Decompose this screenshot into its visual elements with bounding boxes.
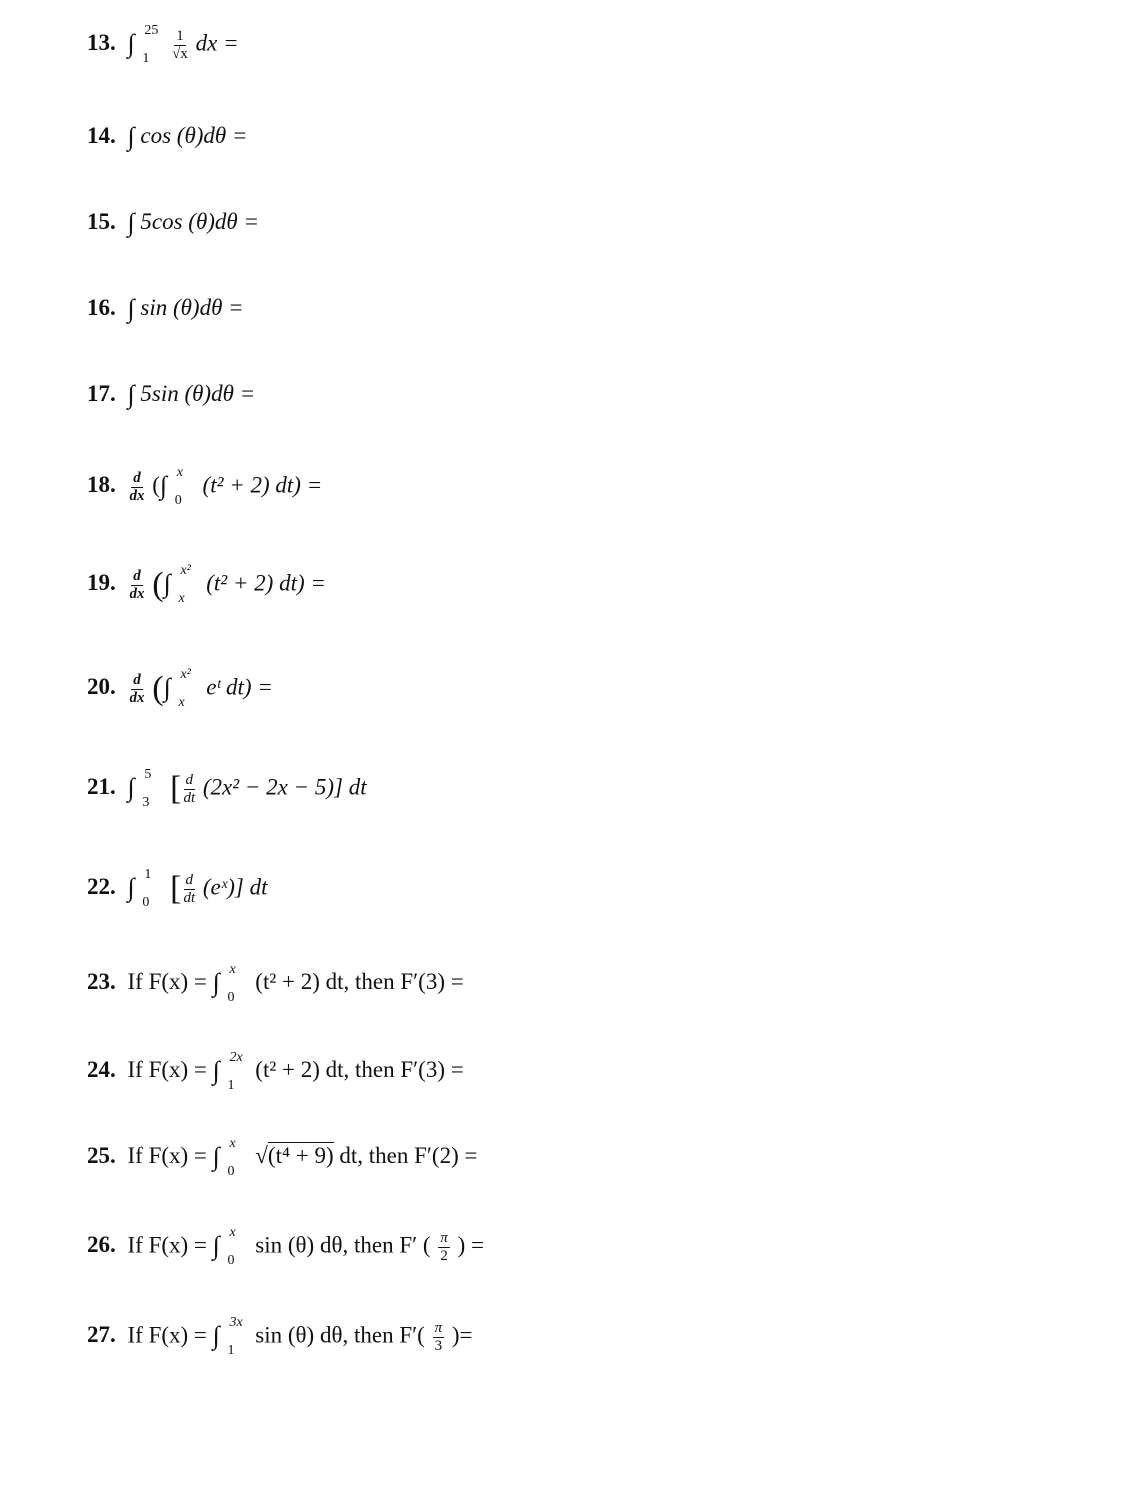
problem-25: 25. If F(x) = ∫ x 0 √(t⁴ + 9) dt, then F′(2) = xyxy=(87,1135,478,1179)
problem-21: 21. ∫ 5 3 [ $\frac{d}{dt}$ (2x² − 2x − 5)] dt xyxy=(87,767,367,810)
integral-sign: ∫ xyxy=(127,208,135,237)
problem-body: sin (θ) dθ, then F′( xyxy=(255,1322,425,1348)
integral-sign: ∫ xyxy=(127,122,135,151)
problem-body: (t² + 2) dt) = xyxy=(206,570,326,596)
derivative-operator: $\frac{d}{dx}$ xyxy=(129,672,145,706)
problem-body: dt, then F′(2) = xyxy=(339,1143,478,1168)
problem-prefix: If F(x) = xyxy=(127,969,207,994)
derivative-operator: $\frac{d}{dx}$ xyxy=(129,470,145,504)
integral-sign: ∫ xyxy=(159,471,168,501)
derivative-operator: $\frac{d}{dt}$ xyxy=(183,772,196,806)
problem-number: 21. xyxy=(87,774,116,800)
problem-17 xyxy=(87,380,256,409)
integral-sign: ∫ xyxy=(127,773,135,803)
problem-body: 5sin (θ)dθ = xyxy=(140,381,256,406)
derivative-operator: $\frac{d}{dt}$ xyxy=(183,872,196,906)
integral-sign: ∫ xyxy=(127,380,135,409)
problem-body: (2x² − 2x − 5)] dt xyxy=(202,774,367,800)
problem-number: 13. xyxy=(87,30,116,56)
derivative-operator: $\frac{d}{dx}$ xyxy=(129,568,145,602)
integral-sign: ∫ xyxy=(127,29,135,59)
integral-limits: x² x xyxy=(178,667,191,710)
problem-number: 16. xyxy=(87,295,116,320)
problem-number: 15. xyxy=(87,209,116,234)
problem-prefix: If F(x) = xyxy=(127,1143,207,1168)
problem-number: 23. xyxy=(87,969,116,994)
problem-number: 18. xyxy=(87,472,116,498)
fraction: $\frac{\pi}{2}$ xyxy=(440,1230,448,1264)
problem-body: sin (θ) dθ, then F′ ( xyxy=(255,1232,431,1258)
problem-19: 19. $\frac{d}{dx}$ (∫ x² x (t² + 2) dt) = xyxy=(87,563,326,606)
integral-limits: 2x 1 xyxy=(227,1049,243,1093)
problem-body: eᵗ dt) = xyxy=(206,674,273,700)
problem-body: dx = xyxy=(195,30,239,56)
problem-20: 20. $\frac{d}{dx}$ (∫ x² x eᵗ dt) = xyxy=(87,667,273,710)
problem-number: 22. xyxy=(87,874,116,900)
problem-number: 20. xyxy=(87,674,116,700)
integral-limits: 3x 1 xyxy=(227,1315,243,1358)
problem-22: 22. ∫ 1 0 [ $\frac{d}{dt}$ (eˣ)] dt xyxy=(87,867,268,910)
problem-body: cos (θ)dθ = xyxy=(140,123,248,148)
problem-18: 18. $\frac{d}{dx}$ (∫ x 0 (t² + 2) dt) = xyxy=(87,465,323,508)
integral-sign: ∫ xyxy=(212,1321,220,1351)
fraction: $\frac{1}{√x}$ xyxy=(172,28,188,62)
problem-body: (t² + 2) dt, then F′(3) = xyxy=(255,1057,464,1082)
integral-limits: 25 1 xyxy=(142,23,159,66)
problem-tail: ) = xyxy=(457,1232,484,1258)
problem-16 xyxy=(87,294,244,323)
integral-limits: x 0 xyxy=(227,1225,236,1268)
integral-limits: 1 0 xyxy=(142,867,152,910)
integral-sign: ∫ xyxy=(212,1231,220,1261)
problem-body: (t² + 2) dt, then F′(3) = xyxy=(255,969,464,994)
integral-limits: x 0 xyxy=(174,465,184,508)
problem-tail: )= xyxy=(451,1322,473,1348)
problem-number: 27. xyxy=(87,1322,116,1348)
integral-sign: ∫ xyxy=(212,1142,220,1171)
integral-limits: x 0 xyxy=(227,961,236,1005)
problem-24 xyxy=(87,1049,464,1093)
integral-sign: ∫ xyxy=(212,968,220,997)
problem-26 xyxy=(87,1225,484,1268)
problem-number: 17. xyxy=(87,381,116,406)
integral-limits: x² x xyxy=(178,563,191,606)
problem-body: (t² + 2) dt) = xyxy=(202,472,323,498)
integral-sign: ∫ xyxy=(127,294,135,323)
problem-27 xyxy=(87,1315,473,1358)
problem-prefix: If F(x) = xyxy=(127,1232,207,1258)
integral-sign: ∫ xyxy=(163,569,171,599)
fraction: $\frac{\pi}{3}$ xyxy=(434,1320,443,1354)
problem-number: 24. xyxy=(87,1057,116,1082)
problem-13 xyxy=(87,23,239,66)
integral-sign: ∫ xyxy=(212,1056,220,1085)
problem-body: 5cos (θ)dθ = xyxy=(140,209,259,234)
integral-limits: x 0 xyxy=(227,1135,236,1179)
problem-number: 25. xyxy=(87,1143,116,1168)
problem-15 xyxy=(87,208,259,237)
integral-sign: ∫ xyxy=(127,873,135,903)
problem-body: (eˣ)] dt xyxy=(202,874,268,900)
sqrt-expression: (t⁴ + 9) xyxy=(267,1143,334,1168)
integral-limits: 5 3 xyxy=(142,767,152,810)
problem-23 xyxy=(87,961,464,1005)
problem-prefix: If F(x) = xyxy=(127,1322,207,1348)
problem-number: 14. xyxy=(87,123,116,148)
problem-prefix: If F(x) = xyxy=(127,1057,207,1082)
problem-number: 19. xyxy=(87,570,116,596)
problem-number: 26. xyxy=(87,1232,116,1258)
problem-body: sin (θ)dθ = xyxy=(140,295,244,320)
integral-sign: ∫ xyxy=(163,673,171,703)
problem-14 xyxy=(87,122,248,151)
